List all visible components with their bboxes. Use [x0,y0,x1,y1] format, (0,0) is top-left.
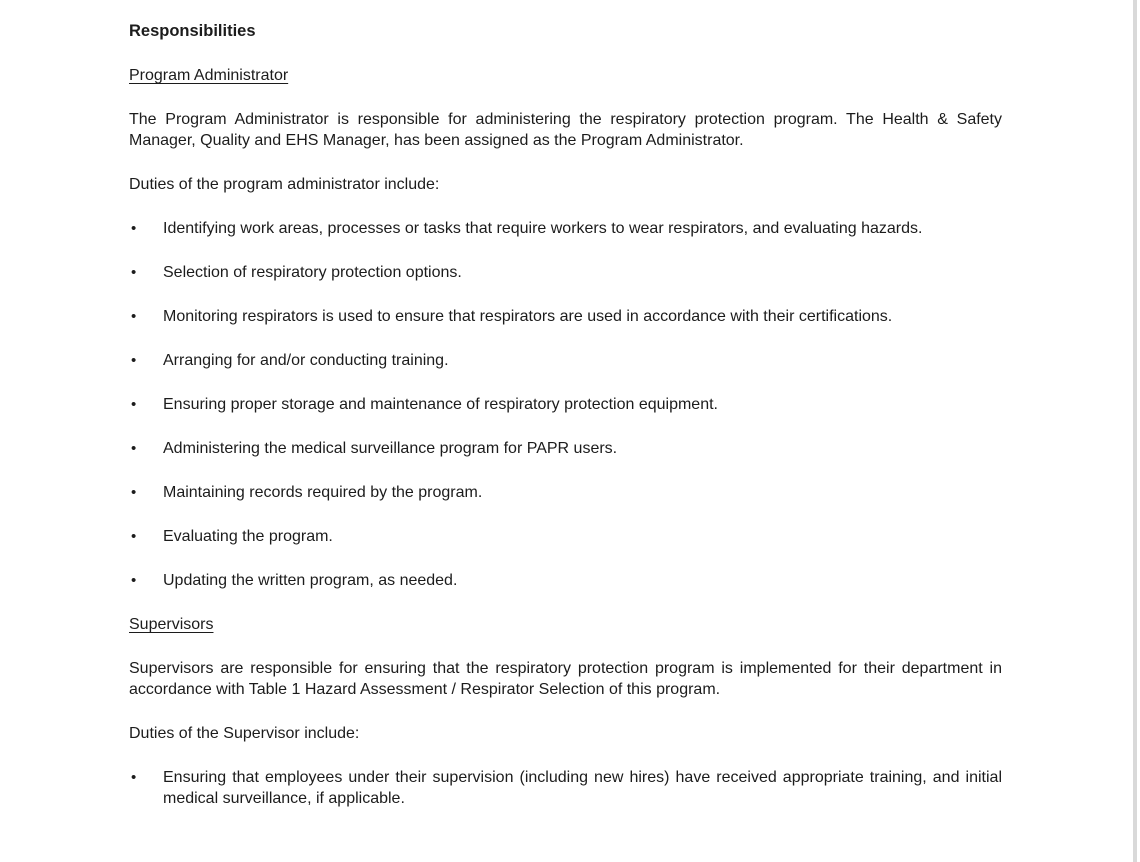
paragraph-program-administrator: The Program Administrator is responsible for administering the respiratory protection program. The Health & Safety Manager, Quality and EHS Manager, has been assigned as the Program Administrator. [129,111,1002,149]
list-item [129,438,1002,459]
list-item [129,570,1002,591]
list-item-text: Ensuring that employees under their supervision (including new hires) have received appropriate training, and initial medical surveillance, if applicable. [163,769,1002,807]
bullet-icon: • [131,308,137,325]
list-item [129,218,1002,239]
list-item-text: Identifying work areas, processes or tasks that require workers to wear respirators, and evaluating hazards. [163,220,923,237]
supervisor-duties-list [129,767,1002,809]
bullet-icon: • [131,572,137,589]
paragraph-supervisor-duties-intro: Duties of the Supervisor include: [129,725,360,742]
list-item-text: Monitoring respirators is used to ensure that respirators are used in accordance with their certifications. [163,308,893,325]
bullet-icon: • [131,396,137,413]
list-item [129,526,1002,547]
list-item-text: Selection of respiratory protection options. [163,264,462,281]
page-title: Responsibilities [129,22,256,40]
heading-supervisors: Supervisors [129,616,214,633]
bullet-icon: • [131,352,137,369]
list-item [129,767,1002,809]
administrator-duties-list [129,218,1002,591]
list-item-text: Ensuring proper storage and maintenance of respiratory protection equipment. [163,396,718,413]
bullet-icon: • [131,484,137,501]
document-content [129,21,1002,809]
list-item [129,482,1002,503]
list-item-text: Arranging for and/or conducting training. [163,352,449,369]
list-item-text: Evaluating the program. [163,528,333,545]
bullet-icon: • [131,440,137,457]
paragraph-supervisors: Supervisors are responsible for ensuring that the respiratory protection program is implemented for their department in accordance with Table 1 Hazard Assessment / Respirator Selection of this program. [129,660,1002,698]
list-item-text: Administering the medical surveillance program for PAPR users. [163,440,618,457]
window-edge-line [1133,0,1137,862]
bullet-icon: • [131,769,137,786]
list-item [129,306,1002,327]
bullet-icon: • [131,264,137,281]
heading-program-administrator: Program Administrator [129,67,289,84]
paragraph-administrator-duties-intro: Duties of the program administrator include: [129,176,440,193]
list-item [129,262,1002,283]
bullet-icon: • [131,220,137,237]
bullet-icon: • [131,528,137,545]
list-item [129,350,1002,371]
list-item [129,394,1002,415]
list-item-text: Updating the written program, as needed. [163,572,458,589]
list-item-text: Maintaining records required by the program. [163,484,483,501]
